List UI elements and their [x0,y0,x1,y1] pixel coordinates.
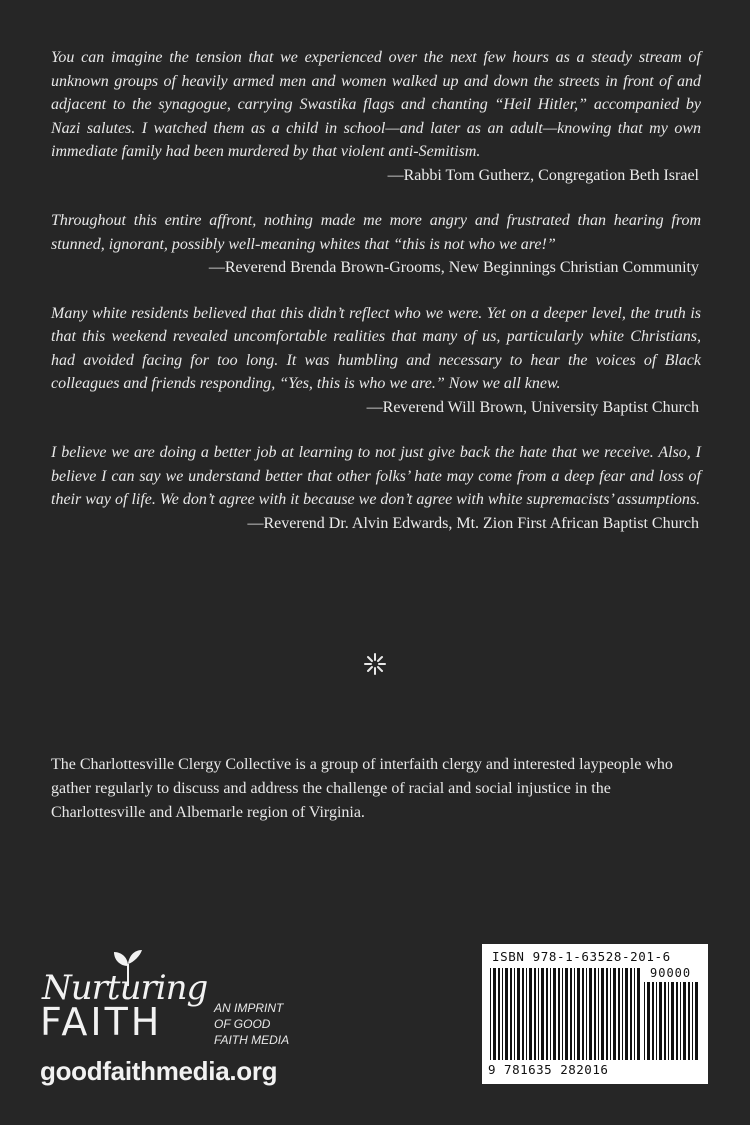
quote-text: I believe we are doing a better job at learning to not just give back the hate that we receive. Also, I believe I can say we understand better that other folks’ hate may come from a deep fear and loss of their way of life. We don’t agree with it because we don’t agree with white supremacists’ assumptions. [51,444,701,508]
barcode-bar [644,982,645,1060]
barcode-bar [671,982,674,1060]
barcode-bar [652,982,654,1060]
barcode-bar [622,968,623,1060]
isbn-number: ISBN 978-1-63528-201-6 [492,949,671,964]
barcode-bar [526,968,527,1060]
quote-attribution: —Rabbi Tom Gutherz, Congregation Beth Israel [387,166,699,184]
barcode-bar [510,968,512,1060]
barcode-bar [618,968,620,1060]
barcode-bar [680,982,681,1060]
barcode-bar [695,982,698,1060]
publisher-logo [40,948,320,1098]
isbn-barcode [482,944,708,1084]
barcode-bar [505,968,508,1060]
quote-text: You can imagine the tension that we experienced over the next few hours as a steady stream of unknown groups of heavily armed men and women walked up and down the streets in front of and adjacent to the synagogue, carrying Swastika flags and chanting “Heil Hitler,” accompanied by Nazi salutes. I watched them as a child in school—and later as an adult—knowing that my own immediate family had been murdered by that violent anti-Semitism. [51,49,701,160]
logo-faith-word: FAITH [40,1000,163,1044]
barcode-bar [570,968,572,1060]
barcode-bar [574,968,575,1060]
barcode-bar [522,968,524,1060]
ean-number: 9 781635 282016 [488,1062,609,1077]
quote-text: Throughout this entire affront, nothing made me more angry and frustrated than hearing from stunned, ignorant, possibly well-meaning whites that “this is not who we are!” [51,212,701,253]
barcode-bar [558,968,560,1060]
barcode-bar [601,968,604,1060]
quote-2 [51,209,701,280]
quote-4 [51,441,701,535]
barcode-bar [683,982,686,1060]
barcode-bar [688,982,690,1060]
imprint-line: FAITH MEDIA [214,1033,290,1047]
barcode-bar [630,968,632,1060]
quote-text: Many white residents believed that this didn’t reflect who we were. Yet on a deeper level, the truth is that this weekend revealed uncomfortable realities that many of us, particularly white Christians, had avoided facing for too long. It was humbling and necessary to hear the voices of Black colleagues and friends responding, “Yes, this is who we are.” Now we all knew. [51,304,701,392]
quote-attribution: —Reverend Dr. Alvin Edwards, Mt. Zion First African Baptist Church [247,514,699,532]
quote-1 [51,46,701,187]
imprint-text [214,1000,324,1048]
barcode-bar [517,968,520,1060]
barcode-bar [541,968,544,1060]
barcode-bar [637,968,640,1060]
quote-attribution: —Reverend Will Brown, University Baptist Church [366,398,699,416]
barcode-bar [613,968,616,1060]
asterism-ornament-icon [363,652,387,676]
barcode-bars [490,968,640,1060]
barcode-bar [676,982,678,1060]
barcode-bar [656,982,657,1060]
barcode-bar [647,982,650,1060]
barcode-bar [550,968,551,1060]
barcode-bar [668,982,669,1060]
barcode-bar [577,968,580,1060]
barcode-bar [514,968,515,1060]
barcode-bar [634,968,635,1060]
barcode-bar [594,968,596,1060]
barcode-bar [664,982,666,1060]
imprint-line: OF GOOD [214,1017,271,1031]
logo-script-word: Nurturing [42,968,208,1008]
price-addon-number: 90000 [650,966,692,980]
barcode-bar [562,968,563,1060]
barcode-bar [606,968,608,1060]
barcode-bar [582,968,584,1060]
barcode-bar [493,968,496,1060]
barcode-bar [589,968,592,1060]
barcode-bar [586,968,587,1060]
barcode-bar [490,968,491,1060]
barcode-bar [538,968,539,1060]
barcode-bar [598,968,599,1060]
addon-barcode-bars [644,982,700,1060]
quote-3 [51,302,701,420]
barcode-bar [565,968,568,1060]
barcode-bar [692,982,693,1060]
barcode-bar [498,968,500,1060]
barcode-bar [553,968,556,1060]
barcode-bar [546,968,548,1060]
quotes-section [51,46,701,557]
about-paragraph: The Charlottesville Clergy Collective is a group of interfaith clergy and interested laypeople who gather regularly to discuss and address the challenge of racial and social injustice in the Charlottesville and Albemarle region of Virginia. [51,756,673,821]
barcode-bar [659,982,662,1060]
barcode-bar [534,968,536,1060]
barcode-bar [529,968,532,1060]
website-url: goodfaithmedia.org [40,1056,278,1086]
barcode-bar [502,968,503,1060]
barcode-bar [610,968,611,1060]
quote-attribution: —Reverend Brenda Brown-Grooms, New Beginnings Christian Community [208,259,699,276]
barcode-bar [625,968,628,1060]
imprint-line: AN IMPRINT [214,1001,284,1015]
